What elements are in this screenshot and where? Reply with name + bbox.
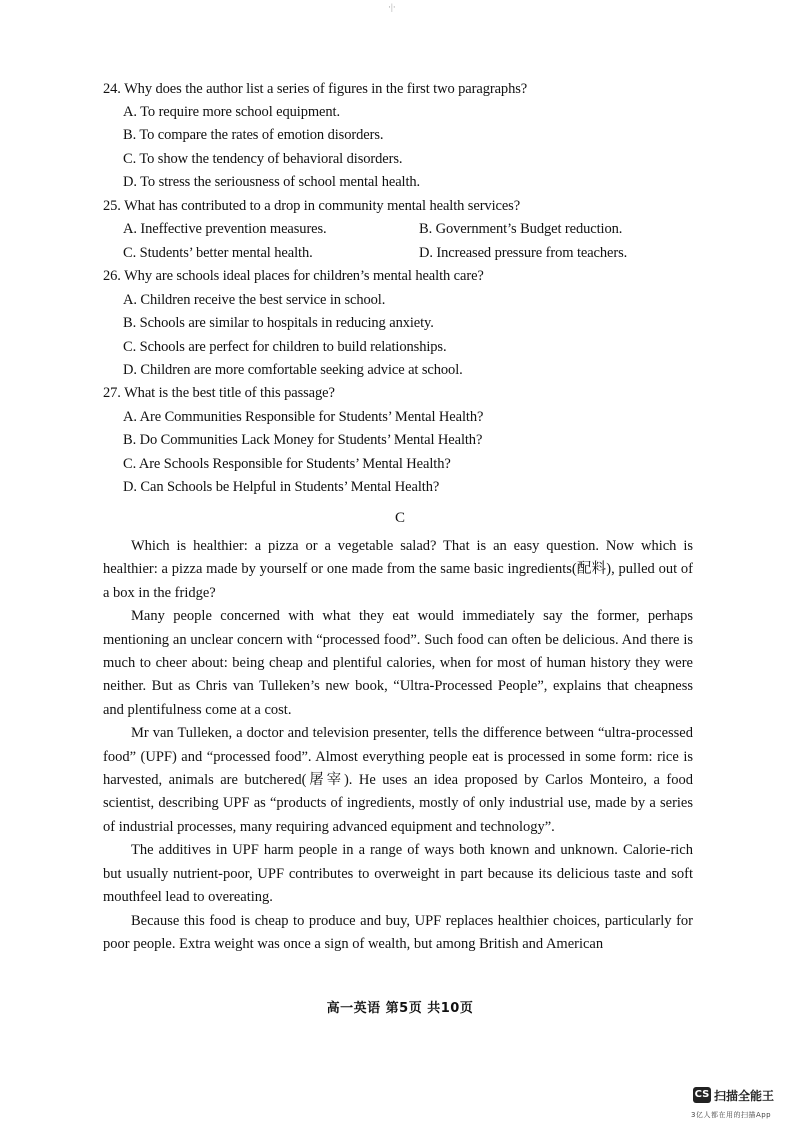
question-27-option-d: D. Can Schools be Helpful in Students’ Mental Health? bbox=[123, 479, 440, 495]
watermark-name: 扫描全能王 bbox=[714, 1088, 775, 1103]
question-24-option-b: B. To compare the rates of emotion disorders. bbox=[123, 127, 384, 143]
question-26-option-d: D. Children are more comfortable seeking advice at school. bbox=[123, 362, 463, 378]
question-24-option-a: A. To require more school equipment. bbox=[123, 104, 340, 120]
passage-paragraph: Which is healthier: a pizza or a vegetable salad? That is an easy question. Now which is healthier: a pizza made by yourself or one made from the same basic ingredients(配料), pulled out of a box in the fridge? bbox=[103, 538, 693, 601]
question-25-option-d: D. Increased pressure from teachers. bbox=[419, 245, 628, 261]
question-24-stem: 24. Why does the author list a series of figures in the first two paragraphs? bbox=[103, 81, 528, 97]
passage-paragraph: The additives in UPF harm people in a range of ways both known and unknown. Calorie-rich but usually nutrient-poor, UPF contributes to overweight in part because its delicious taste and soft mouthfeel lead to overeating. bbox=[103, 842, 693, 906]
page-top-mark: ·|· bbox=[388, 2, 396, 12]
question-26-option-c: C. Schools are perfect for children to build relationships. bbox=[123, 339, 447, 355]
question-27-option-a: A. Are Communities Responsible for Students’ Mental Health? bbox=[123, 409, 484, 425]
passage-paragraph: Many people concerned with what they eat would immediately say the former, perhaps mentioning an unclear concern with “processed food”. Such food can often be delicious. And there is much to cheer about: being cheap and plentiful calories, when for most of human history they were neither. But as Chris van Tulleken’s new book, “Ultra-Processed People”, explains that cheapness and plentifulness come at a cost. bbox=[103, 608, 693, 718]
question-26-option-b: B. Schools are similar to hospitals in reducing anxiety. bbox=[123, 315, 434, 331]
question-26-stem: 26. Why are schools ideal places for children’s mental health care? bbox=[103, 268, 484, 284]
section-heading-c: C bbox=[394, 510, 405, 526]
camscanner-logo-icon: CS bbox=[693, 1087, 711, 1103]
question-24-option-c: C. To show the tendency of behavioral disorders. bbox=[123, 151, 403, 167]
question-25-option-b: B. Government’s Budget reduction. bbox=[419, 221, 623, 237]
question-27-option-c: C. Are Schools Responsible for Students’ Mental Health? bbox=[123, 456, 451, 472]
passage-paragraph: Because this food is cheap to produce and buy, UPF replaces healthier choices, particularly for poor people. Extra weight was once a sign of wealth, but among British and American bbox=[103, 912, 693, 952]
page-footer: 高一英语 第5页 共10页 bbox=[326, 1001, 474, 1016]
question-27-stem: 27. What is the best title of this passage? bbox=[103, 385, 335, 401]
question-24-option-d: D. To stress the seriousness of school mental health. bbox=[123, 174, 421, 190]
question-25-option-a: A. Ineffective prevention measures. bbox=[123, 221, 327, 237]
passage-c bbox=[103, 535, 693, 956]
question-25-stem: 25. What has contributed to a drop in community mental health services? bbox=[103, 198, 521, 214]
question-27-option-b: B. Do Communities Lack Money for Students’ Mental Health? bbox=[123, 432, 483, 448]
question-26-option-a: A. Children receive the best service in school. bbox=[123, 292, 386, 308]
passage-paragraph: Mr van Tulleken, a doctor and television presenter, tells the difference between “ultra-processed food” (UPF) and “processed food”. Almost everything people eat is processed in some form: rice is harvested, animals are butchered(屠宰). He uses an idea proposed by Carlos Monteiro, a food scientist, describing UPF as “products of ingredients, mostly of only industrial use, made by a series of industrial processes, many requiring advanced equipment and technology”. bbox=[103, 725, 693, 835]
question-25-option-c: C. Students’ better mental health. bbox=[123, 245, 313, 261]
watermark-tagline: 3亿人都在用的扫描App bbox=[691, 1111, 772, 1119]
scanner-watermark bbox=[693, 1086, 774, 1104]
